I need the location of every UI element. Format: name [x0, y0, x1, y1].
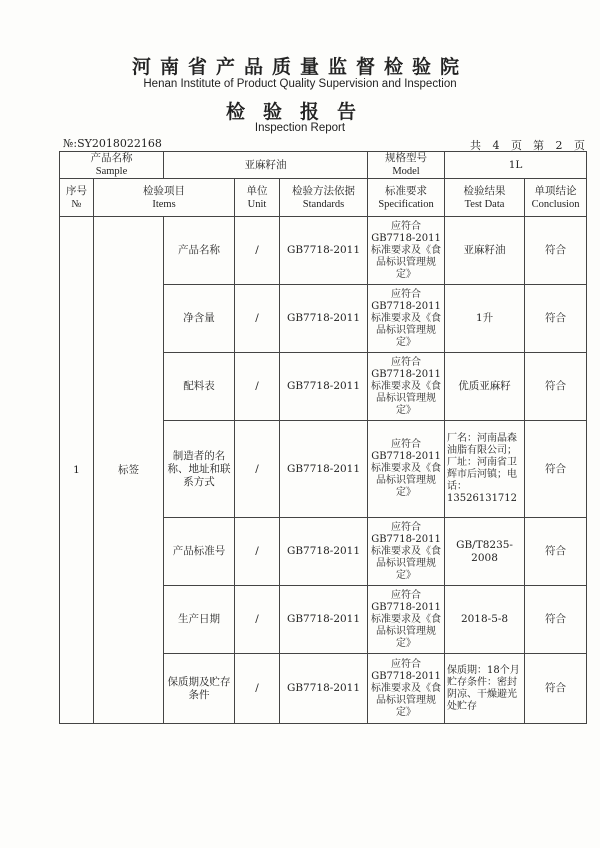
col-header-no	[60, 179, 94, 217]
spec-cell: 应符合GB7718-2011标准要求及《食品标识管理规定》	[368, 518, 445, 586]
inspection-table	[59, 151, 587, 724]
standard-cell: GB7718-2011	[280, 217, 368, 285]
col-en: Standards	[302, 198, 345, 210]
col-header-specification	[368, 179, 445, 217]
sample-label	[60, 152, 164, 179]
item-name: 产品标准号	[164, 518, 235, 586]
conclusion-cell: 符合	[525, 285, 587, 353]
col-cn: 检验项目	[143, 184, 185, 197]
model-value: 1L	[445, 152, 587, 179]
result-cell: 亚麻籽油	[445, 217, 525, 285]
col-en: №	[71, 198, 82, 210]
standard-cell: GB7718-2011	[280, 654, 368, 724]
item-name: 制造者的名称、地址和联系方式	[164, 421, 235, 518]
col-header-standards	[280, 179, 368, 217]
standard-cell: GB7718-2011	[280, 518, 368, 586]
spec-cell: 应符合GB7718-2011标准要求及《食品标识管理规定》	[368, 353, 445, 421]
standard-cell: GB7718-2011	[280, 421, 368, 518]
col-cn: 序号	[66, 184, 87, 197]
sample-label-en: Sample	[95, 166, 128, 177]
col-en: Specification	[378, 198, 434, 210]
col-cn: 检验结果	[463, 184, 506, 197]
spec-cell: 应符合GB7718-2011标准要求及《食品标识管理规定》	[368, 654, 445, 724]
unit-cell: /	[235, 353, 280, 421]
result-cell: 优质亚麻籽	[445, 353, 525, 421]
standard-cell: GB7718-2011	[280, 353, 368, 421]
spec-cell: 应符合GB7718-2011标准要求及《食品标识管理规定》	[368, 217, 445, 285]
col-cn: 标准要求	[385, 184, 428, 197]
standard-cell: GB7718-2011	[280, 285, 368, 353]
col-cn: 检验方法依据	[292, 184, 356, 197]
item-name: 保质期及贮存条件	[164, 654, 235, 724]
result-cell: GB/T8235-2008	[445, 518, 525, 586]
result-cell: 厂名：河南晶森油脂有限公司；厂址：河南省卫辉市后河镇；电话：13526131712	[445, 421, 525, 518]
standard-cell: GB7718-2011	[280, 586, 368, 654]
unit-cell: /	[235, 586, 280, 654]
sample-row	[60, 152, 587, 179]
spec-cell: 应符合GB7718-2011标准要求及《食品标识管理规定》	[368, 586, 445, 654]
conclusion-cell: 符合	[525, 654, 587, 724]
col-cn: 单位	[246, 184, 268, 197]
conclusion-cell: 符合	[525, 421, 587, 518]
group-category: 标签	[94, 217, 164, 724]
unit-cell: /	[235, 217, 280, 285]
col-cn: 单项结论	[534, 184, 577, 197]
col-en: Conclusion	[531, 198, 580, 210]
report-title-cn: 检验报告	[225, 101, 374, 123]
report-title-en: Inspection Report	[254, 122, 346, 134]
item-name: 配料表	[164, 353, 235, 421]
unit-cell: /	[235, 518, 280, 586]
col-en: Unit	[247, 198, 267, 210]
institute-name-cn: 河南省产品质量监督检验院	[131, 56, 468, 78]
item-name: 净含量	[164, 285, 235, 353]
item-name: 生产日期	[164, 586, 235, 654]
table-row	[60, 217, 587, 285]
result-cell: 2018-5-8	[445, 586, 525, 654]
sample-label-cn: 产品名称	[90, 152, 133, 164]
col-header-items	[94, 179, 235, 217]
col-en: Items	[152, 198, 176, 210]
conclusion-cell: 符合	[525, 586, 587, 654]
model-label-cn: 规格型号	[385, 152, 428, 164]
conclusion-cell: 符合	[525, 217, 587, 285]
result-cell: 1升	[445, 285, 525, 353]
institute-name-en: Henan Institute of Product Quality Supervision and Inspection	[143, 78, 457, 90]
model-label	[368, 152, 445, 179]
sample-value: 亚麻籽油	[164, 152, 368, 179]
group-number: 1	[60, 217, 94, 724]
column-header-row	[60, 179, 587, 217]
col-en: Test Data	[464, 198, 505, 210]
result-cell: 保质期：18个月 贮存条件：密封阴凉、干燥避光处贮存	[445, 654, 525, 724]
page-indicator: 共 4 页 第 2 页	[470, 139, 585, 152]
col-header-test-data	[445, 179, 525, 217]
spec-cell: 应符合GB7718-2011标准要求及《食品标识管理规定》	[368, 421, 445, 518]
unit-cell: /	[235, 285, 280, 353]
unit-cell: /	[235, 654, 280, 724]
spec-cell: 应符合GB7718-2011标准要求及《食品标识管理规定》	[368, 285, 445, 353]
col-header-conclusion	[525, 179, 587, 217]
model-label-en: Model	[392, 166, 420, 177]
conclusion-cell: 符合	[525, 353, 587, 421]
report-number: №:SY2018022168	[63, 137, 162, 150]
conclusion-cell: 符合	[525, 518, 587, 586]
item-name: 产品名称	[164, 217, 235, 285]
unit-cell: /	[235, 421, 280, 518]
col-header-unit	[235, 179, 280, 217]
